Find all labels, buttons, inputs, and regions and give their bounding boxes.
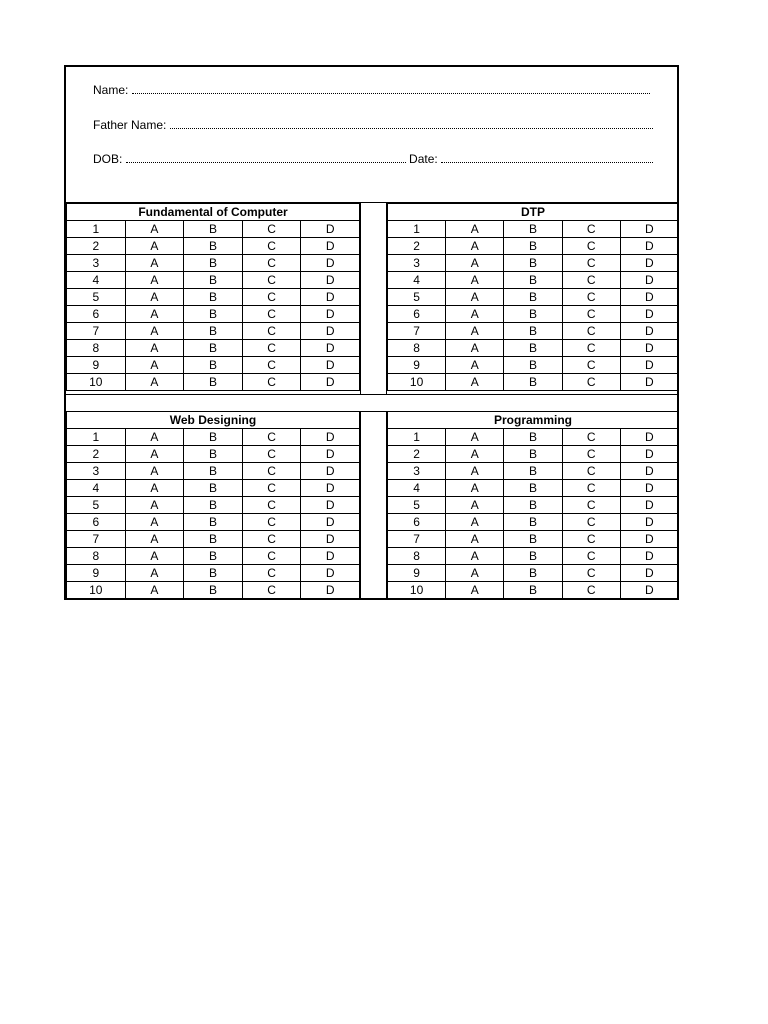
question-number: 6 [388, 514, 446, 531]
question-number: 10 [67, 374, 126, 391]
option-a-cell[interactable]: A [446, 565, 504, 582]
option-c-cell[interactable]: C [562, 340, 620, 357]
question-row [67, 340, 360, 357]
option-a-cell[interactable]: A [446, 480, 504, 497]
option-b-cell[interactable]: B [184, 480, 243, 497]
option-b-cell[interactable]: B [504, 548, 562, 565]
option-d-cell[interactable]: D [301, 514, 360, 531]
option-a-cell[interactable]: A [125, 446, 184, 463]
question-row [388, 565, 679, 582]
option-b-cell[interactable]: B [504, 306, 562, 323]
option-c-cell[interactable]: C [562, 548, 620, 565]
option-d-cell[interactable]: D [301, 374, 360, 391]
question-number: 8 [388, 548, 446, 565]
option-a-cell[interactable]: A [446, 238, 504, 255]
option-c-cell[interactable]: C [242, 374, 301, 391]
option-d-cell[interactable]: D [301, 272, 360, 289]
option-b-cell[interactable]: B [184, 289, 243, 306]
question-row [67, 565, 360, 582]
question-row [67, 429, 360, 446]
option-d-cell[interactable]: D [620, 582, 678, 599]
option-d-cell[interactable]: D [301, 323, 360, 340]
option-b-cell[interactable]: B [504, 514, 562, 531]
question-number: 3 [388, 255, 446, 272]
question-number: 10 [388, 582, 446, 599]
question-number: 8 [67, 548, 126, 565]
question-number: 10 [67, 582, 126, 599]
option-d-cell[interactable]: D [301, 480, 360, 497]
option-a-cell[interactable]: A [446, 446, 504, 463]
question-number: 7 [388, 323, 446, 340]
option-b-cell[interactable]: B [504, 565, 562, 582]
option-a-cell[interactable]: A [125, 548, 184, 565]
section-table [387, 411, 679, 599]
question-row [67, 289, 360, 306]
name-field[interactable] [93, 83, 650, 97]
option-b-cell[interactable]: B [504, 323, 562, 340]
option-d-cell[interactable]: D [620, 548, 678, 565]
option-a-cell[interactable]: A [446, 548, 504, 565]
question-number: 1 [67, 429, 126, 446]
option-c-cell[interactable]: C [562, 323, 620, 340]
question-row [67, 531, 360, 548]
option-c-cell[interactable]: C [562, 238, 620, 255]
option-d-cell[interactable]: D [301, 289, 360, 306]
option-c-cell[interactable]: C [562, 565, 620, 582]
row-divider [66, 394, 677, 395]
option-c-cell[interactable]: C [562, 272, 620, 289]
question-row [388, 514, 679, 531]
option-a-cell[interactable]: A [446, 531, 504, 548]
column-gap [360, 203, 387, 394]
question-number: 6 [388, 306, 446, 323]
question-number: 7 [67, 531, 126, 548]
question-row [67, 514, 360, 531]
option-d-cell[interactable]: D [620, 323, 678, 340]
question-row [388, 480, 679, 497]
question-number: 2 [67, 446, 126, 463]
option-c-cell[interactable]: C [562, 463, 620, 480]
question-row [388, 255, 679, 272]
option-a-cell[interactable]: A [125, 531, 184, 548]
option-a-cell[interactable]: A [125, 565, 184, 582]
question-number: 2 [388, 446, 446, 463]
option-b-cell[interactable]: B [184, 323, 243, 340]
question-row [67, 582, 360, 599]
option-d-cell[interactable]: D [620, 340, 678, 357]
option-b-cell[interactable]: B [184, 531, 243, 548]
section-table [66, 411, 360, 599]
option-d-cell[interactable]: D [301, 446, 360, 463]
option-b-cell[interactable]: B [184, 429, 243, 446]
answer-table [66, 411, 360, 599]
option-d-cell[interactable]: D [620, 514, 678, 531]
option-a-cell[interactable]: A [125, 221, 184, 238]
option-d-cell[interactable]: D [301, 429, 360, 446]
option-b-cell[interactable]: B [504, 582, 562, 599]
option-c-cell[interactable]: C [242, 480, 301, 497]
question-row [388, 289, 679, 306]
option-d-cell[interactable]: D [301, 565, 360, 582]
option-b-cell[interactable]: B [504, 255, 562, 272]
question-number: 5 [388, 289, 446, 306]
option-c-cell[interactable]: C [562, 306, 620, 323]
option-b-cell[interactable]: B [504, 497, 562, 514]
option-b-cell[interactable]: B [504, 429, 562, 446]
option-b-cell[interactable]: B [504, 357, 562, 374]
option-a-cell[interactable]: A [125, 429, 184, 446]
question-number: 2 [388, 238, 446, 255]
option-d-cell[interactable]: D [301, 255, 360, 272]
question-row [388, 374, 679, 391]
option-d-cell[interactable]: D [620, 255, 678, 272]
option-d-cell[interactable]: D [301, 340, 360, 357]
option-c-cell[interactable]: C [242, 429, 301, 446]
question-row [67, 255, 360, 272]
option-c-cell[interactable]: C [242, 514, 301, 531]
option-d-cell[interactable]: D [620, 531, 678, 548]
question-row [67, 357, 360, 374]
option-b-cell[interactable]: B [184, 238, 243, 255]
column-gap [360, 411, 387, 600]
option-c-cell[interactable]: C [242, 463, 301, 480]
option-b-cell[interactable]: B [184, 221, 243, 238]
option-c-cell[interactable]: C [242, 531, 301, 548]
option-b-cell[interactable]: B [504, 480, 562, 497]
option-a-cell[interactable]: A [446, 255, 504, 272]
option-d-cell[interactable]: D [620, 480, 678, 497]
option-c-cell[interactable]: C [242, 306, 301, 323]
question-row [67, 374, 360, 391]
option-c-cell[interactable]: C [562, 480, 620, 497]
question-row [388, 323, 679, 340]
option-a-cell[interactable]: A [125, 497, 184, 514]
option-a-cell[interactable]: A [446, 497, 504, 514]
question-number: 3 [67, 463, 126, 480]
option-d-cell[interactable]: D [301, 548, 360, 565]
option-d-cell[interactable]: D [620, 221, 678, 238]
father-name-field[interactable] [93, 118, 653, 132]
option-d-cell[interactable]: D [620, 374, 678, 391]
answer-table [387, 203, 679, 391]
option-b-cell[interactable]: B [504, 340, 562, 357]
option-d-cell[interactable]: D [620, 446, 678, 463]
question-number: 4 [388, 272, 446, 289]
father-name-line[interactable] [170, 118, 653, 129]
question-number: 6 [67, 306, 126, 323]
option-a-cell[interactable]: A [446, 514, 504, 531]
option-b-cell[interactable]: B [184, 565, 243, 582]
option-d-cell[interactable]: D [301, 306, 360, 323]
option-b-cell[interactable]: B [504, 531, 562, 548]
option-c-cell[interactable]: C [562, 221, 620, 238]
option-c-cell[interactable]: C [562, 497, 620, 514]
option-a-cell[interactable]: A [125, 582, 184, 599]
option-b-cell[interactable]: B [184, 548, 243, 565]
question-number: 3 [388, 463, 446, 480]
option-a-cell[interactable]: A [446, 306, 504, 323]
option-d-cell[interactable]: D [301, 531, 360, 548]
question-row [67, 497, 360, 514]
option-d-cell[interactable]: D [620, 238, 678, 255]
option-c-cell[interactable]: C [562, 357, 620, 374]
option-c-cell[interactable]: C [242, 272, 301, 289]
option-a-cell[interactable]: A [446, 357, 504, 374]
section-table [387, 203, 679, 391]
option-c-cell[interactable]: C [562, 446, 620, 463]
option-d-cell[interactable]: D [620, 272, 678, 289]
option-c-cell[interactable]: C [562, 582, 620, 599]
father-name-label: Father Name: [93, 118, 167, 132]
section-table [66, 203, 360, 391]
question-number: 2 [67, 238, 126, 255]
option-c-cell[interactable]: C [242, 221, 301, 238]
question-number: 4 [67, 480, 126, 497]
option-b-cell[interactable]: B [504, 289, 562, 306]
option-d-cell[interactable]: D [301, 221, 360, 238]
option-a-cell[interactable]: A [446, 323, 504, 340]
option-d-cell[interactable]: D [301, 463, 360, 480]
dob-label: DOB: [93, 152, 123, 166]
question-row [388, 306, 679, 323]
option-a-cell[interactable]: A [125, 306, 184, 323]
date-line[interactable] [441, 152, 653, 163]
option-a-cell[interactable]: A [446, 463, 504, 480]
option-c-cell[interactable]: C [242, 340, 301, 357]
option-a-cell[interactable]: A [446, 289, 504, 306]
option-b-cell[interactable]: B [504, 463, 562, 480]
question-number: 3 [67, 255, 126, 272]
option-d-cell[interactable]: D [301, 497, 360, 514]
question-row [67, 480, 360, 497]
option-b-cell[interactable]: B [184, 306, 243, 323]
option-a-cell[interactable]: A [125, 323, 184, 340]
name-line[interactable] [132, 83, 650, 94]
date-label: Date: [409, 152, 438, 166]
option-a-cell[interactable]: A [446, 429, 504, 446]
option-c-cell[interactable]: C [242, 323, 301, 340]
option-a-cell[interactable]: A [125, 289, 184, 306]
question-number: 6 [67, 514, 126, 531]
option-c-cell[interactable]: C [562, 289, 620, 306]
option-a-cell[interactable]: A [446, 340, 504, 357]
question-number: 4 [67, 272, 126, 289]
question-row [388, 357, 679, 374]
option-c-cell[interactable]: C [242, 548, 301, 565]
option-a-cell[interactable]: A [125, 463, 184, 480]
option-c-cell[interactable]: C [242, 565, 301, 582]
option-a-cell[interactable]: A [446, 272, 504, 289]
option-b-cell[interactable]: B [184, 255, 243, 272]
question-row [388, 582, 679, 599]
option-a-cell[interactable]: A [125, 272, 184, 289]
question-number: 10 [388, 374, 446, 391]
option-a-cell[interactable]: A [446, 374, 504, 391]
option-b-cell[interactable]: B [504, 221, 562, 238]
answer-table [387, 411, 679, 599]
question-row [388, 548, 679, 565]
option-c-cell[interactable]: C [562, 514, 620, 531]
name-label: Name: [93, 83, 129, 97]
option-d-cell[interactable]: D [620, 497, 678, 514]
question-row [67, 446, 360, 463]
question-number: 9 [388, 565, 446, 582]
option-d-cell[interactable]: D [620, 463, 678, 480]
section-title: Programming [388, 412, 679, 429]
option-c-cell[interactable]: C [242, 582, 301, 599]
option-a-cell[interactable]: A [125, 238, 184, 255]
answer-table [66, 203, 360, 391]
option-d-cell[interactable]: D [301, 238, 360, 255]
question-row [388, 531, 679, 548]
option-b-cell[interactable]: B [184, 582, 243, 599]
option-b-cell[interactable]: B [504, 238, 562, 255]
option-b-cell[interactable]: B [184, 374, 243, 391]
option-d-cell[interactable]: D [620, 429, 678, 446]
option-a-cell[interactable]: A [125, 340, 184, 357]
option-c-cell[interactable]: C [242, 255, 301, 272]
question-number: 1 [388, 221, 446, 238]
section-title: Fundamental of Computer [67, 204, 360, 221]
question-row [388, 497, 679, 514]
option-c-cell[interactable]: C [562, 429, 620, 446]
option-d-cell[interactable]: D [301, 357, 360, 374]
option-c-cell[interactable]: C [242, 357, 301, 374]
option-b-cell[interactable]: B [184, 357, 243, 374]
question-number: 8 [388, 340, 446, 357]
option-b-cell[interactable]: B [184, 272, 243, 289]
option-d-cell[interactable]: D [620, 289, 678, 306]
question-number: 7 [67, 323, 126, 340]
section-title: DTP [388, 204, 679, 221]
option-b-cell[interactable]: B [504, 374, 562, 391]
option-d-cell[interactable]: D [620, 565, 678, 582]
dob-date-field[interactable] [93, 152, 653, 166]
question-number: 1 [67, 221, 126, 238]
option-a-cell[interactable]: A [125, 514, 184, 531]
question-row [67, 463, 360, 480]
question-row [388, 272, 679, 289]
option-b-cell[interactable]: B [504, 272, 562, 289]
option-b-cell[interactable]: B [184, 514, 243, 531]
option-c-cell[interactable]: C [242, 238, 301, 255]
option-c-cell[interactable]: C [242, 497, 301, 514]
option-a-cell[interactable]: A [125, 374, 184, 391]
question-number: 5 [388, 497, 446, 514]
option-c-cell[interactable]: C [562, 374, 620, 391]
option-d-cell[interactable]: D [301, 582, 360, 599]
section-title: Web Designing [67, 412, 360, 429]
question-number: 1 [388, 429, 446, 446]
option-a-cell[interactable]: A [446, 582, 504, 599]
question-number: 5 [67, 289, 126, 306]
question-row [67, 238, 360, 255]
question-number: 5 [67, 497, 126, 514]
option-d-cell[interactable]: D [620, 357, 678, 374]
question-row [388, 463, 679, 480]
option-c-cell[interactable]: C [562, 531, 620, 548]
option-b-cell[interactable]: B [184, 497, 243, 514]
question-number: 8 [67, 340, 126, 357]
option-d-cell[interactable]: D [620, 306, 678, 323]
option-b-cell[interactable]: B [184, 463, 243, 480]
question-row [67, 272, 360, 289]
question-row [388, 238, 679, 255]
option-c-cell[interactable]: C [242, 446, 301, 463]
question-number: 9 [67, 357, 126, 374]
answer-sheet [64, 65, 679, 600]
dob-line[interactable] [126, 152, 406, 163]
option-a-cell[interactable]: A [125, 357, 184, 374]
question-row [388, 221, 679, 238]
question-row [67, 221, 360, 238]
question-number: 9 [388, 357, 446, 374]
question-number: 9 [67, 565, 126, 582]
option-c-cell[interactable]: C [242, 289, 301, 306]
question-row [388, 429, 679, 446]
question-number: 7 [388, 531, 446, 548]
question-row [67, 548, 360, 565]
option-b-cell[interactable]: B [184, 340, 243, 357]
option-a-cell[interactable]: A [125, 255, 184, 272]
question-row [67, 306, 360, 323]
option-b-cell[interactable]: B [504, 446, 562, 463]
option-a-cell[interactable]: A [446, 221, 504, 238]
question-row [388, 446, 679, 463]
option-a-cell[interactable]: A [125, 480, 184, 497]
question-number: 4 [388, 480, 446, 497]
option-c-cell[interactable]: C [562, 255, 620, 272]
question-row [67, 323, 360, 340]
option-b-cell[interactable]: B [184, 446, 243, 463]
question-row [388, 340, 679, 357]
